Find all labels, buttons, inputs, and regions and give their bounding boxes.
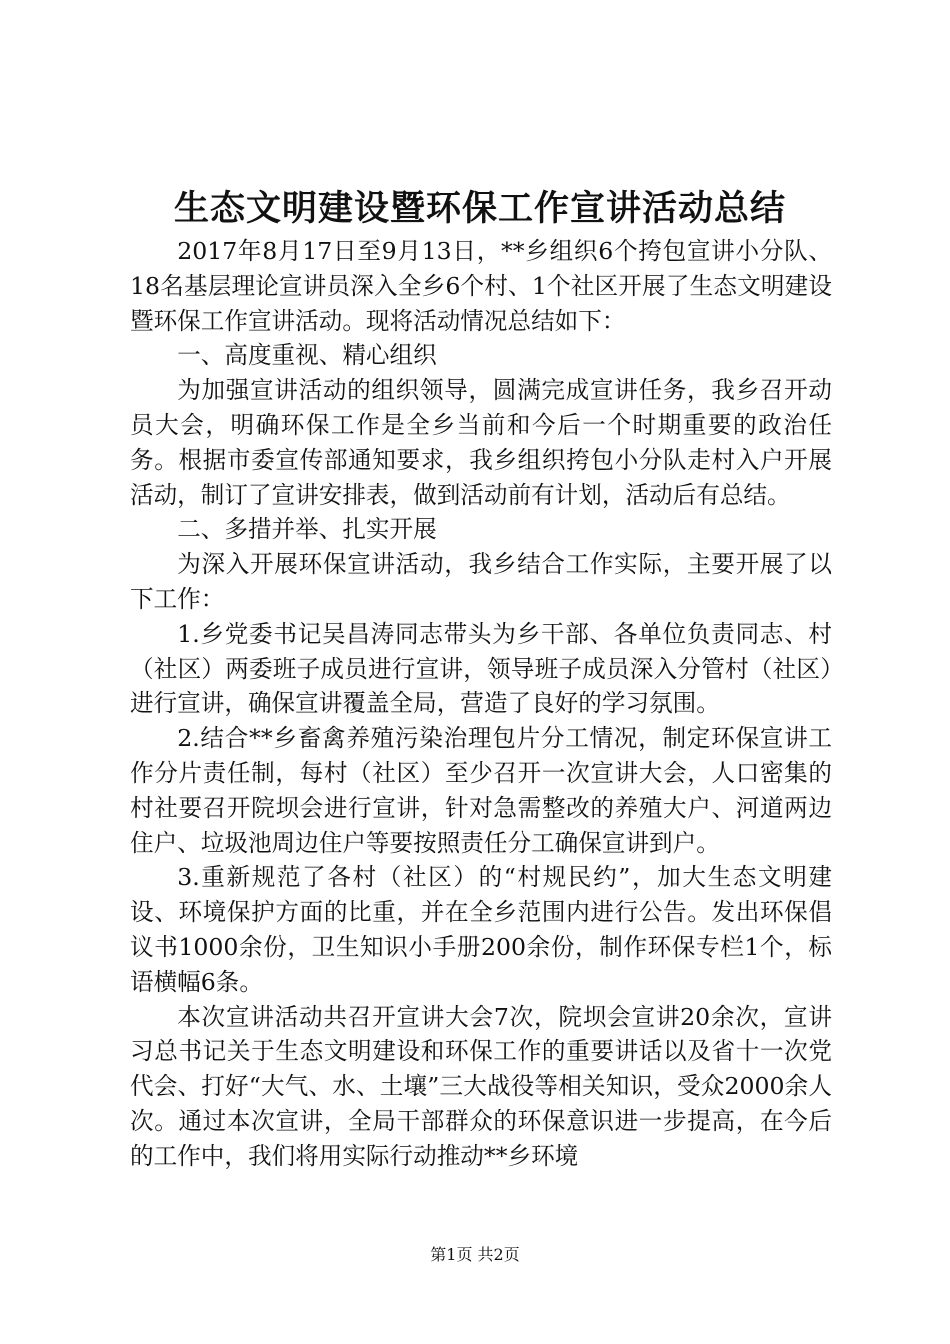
document-title: 生态文明建设暨环保工作宣讲活动总结 (173, 188, 786, 229)
section-heading-2: 二、多措并举、扎实开展 (177, 515, 437, 544)
list-item-1: 1.乡党委书记吴昌涛同志带头为乡干部、各单位负责同志、村（社区）两委班子成员进行宣讲，领导班子成员深入分管村（社区）进行宣讲，确保宣讲覆盖全局，营造了良好的学习氛围。 (130, 619, 832, 718)
document-body (130, 234, 832, 1174)
paragraph-organization: 为加强宣讲活动的组织领导，圆满完成宣讲任务，我乡召开动员大会，明确环保工作是全乡当前和今后一个时期重要的政治任务。根据市委宣传部通知要求，我乡组织挎包小分队走村入户开展活动，制订了宣讲安排表，做到活动前有计划，活动后有总结。 (130, 376, 832, 509)
paragraph-work-intro: 为深入开展环保宣讲活动，我乡结合工作实际，主要开展了以下工作： (130, 550, 832, 613)
paragraph-summary: 本次宣讲活动共召开宣讲大会7次，院坝会宣讲20余次，宣讲习总书记关于生态文明建设和环保工作的重要讲话以及省十一次党代会、打好“大气、水、土壤”三大战役等相关知识，受众2000余人次。通过本次宣讲，全局干部群众的环保意识进一步提高，在今后的工作中，我们将用实际行动推动**乡环境 (130, 1002, 832, 1170)
section-heading-1: 一、高度重视、精心组织 (177, 341, 437, 370)
page-number: 第1页 共2页 (430, 1245, 520, 1264)
list-item-2: 2.结合**乡畜禽养殖污染治理包片分工情况，制定环保宣讲工作分片责任制，每村（社区）至少召开一次宣讲大会，人口密集的村社要召开院坝会进行宣讲，针对急需整改的养殖大户、河道两边住户、垃圾池周边住户等要按照责任分工确保宣讲到户。 (130, 724, 832, 857)
paragraph-intro: 2017年8月17日至9月13日，**乡组织6个挎包宣讲小分队、18名基层理论宣讲员深入全乡6个村、1个社区开展了生态文明建设暨环保工作宣讲活动。现将活动情况总结如下： (130, 237, 832, 335)
list-item-3: 3.重新规范了各村（社区）的“村规民约”，加大生态文明建设、环境保护方面的比重，并在全乡范围内进行公告。发出环保倡议书1000余份，卫生知识小手册200余份，制作环保专栏1个，标语横幅6条。 (130, 863, 832, 996)
